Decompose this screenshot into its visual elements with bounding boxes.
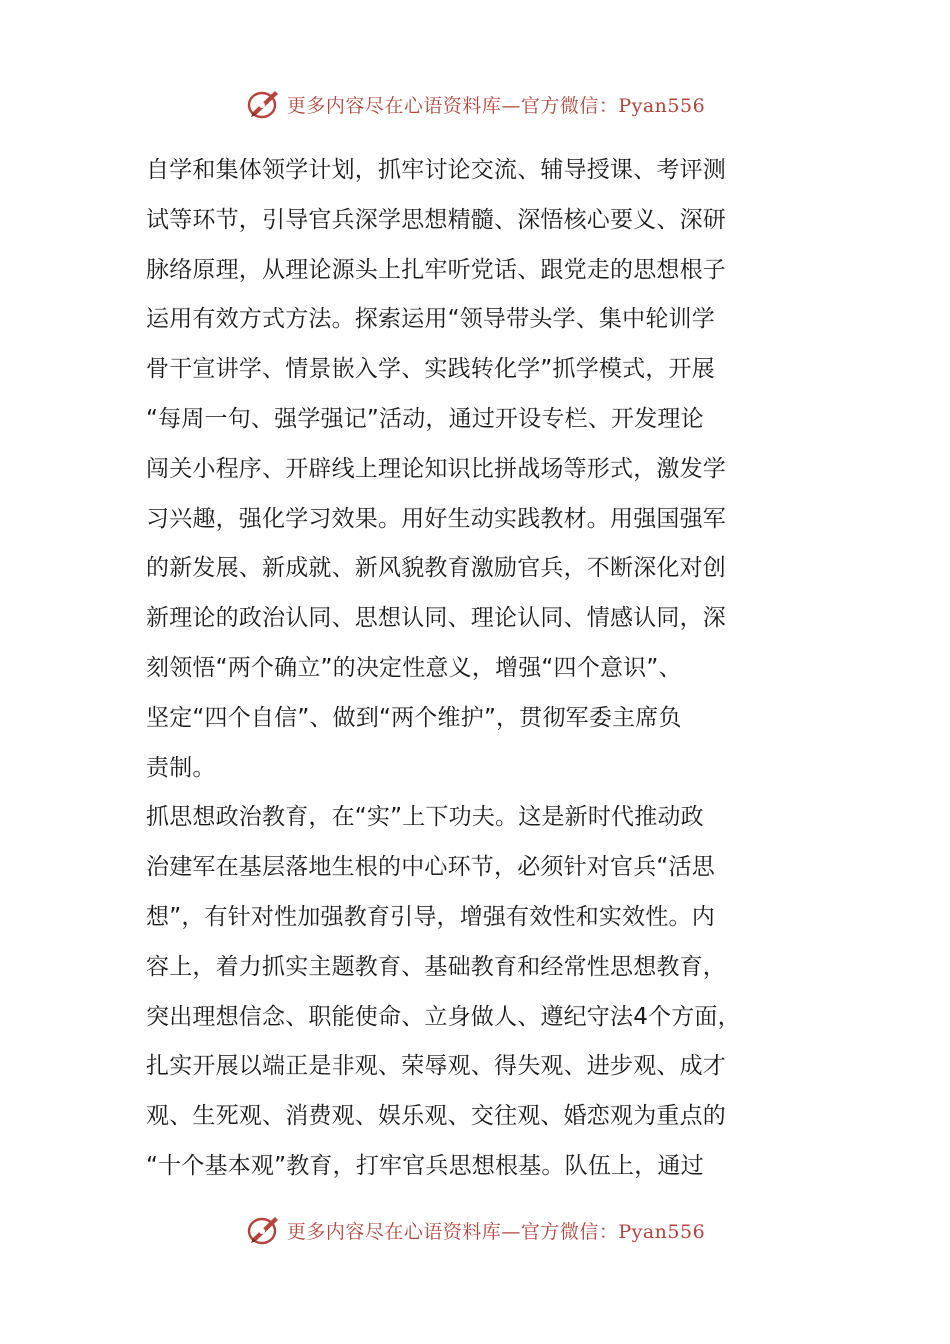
text-line: 坚定“四个自信”、做到“两个维护”，贯彻军委主席负 [146, 704, 682, 731]
text-line: 扎实开展以端正是非观、荣辱观、得失观、进步观、成才 [146, 1053, 726, 1080]
text-line: 脉络原理，从理论源头上扎牢听党话、跟党走的思想根子 [146, 256, 726, 283]
text-line: 治建军在基层落地生根的中心环节，必须针对官兵“活思 [146, 854, 715, 881]
text-line: 运用有效方式方法。探索运用“领导带头学、集中轮训学 [146, 306, 715, 333]
pen-in-circle-icon [245, 1211, 283, 1249]
text-line: “十个基本观”教育，打牢官兵思想根基。队伍上，通过 [146, 1152, 704, 1179]
text-line: 新理论的政治认同、思想认同、理论认同、情感认同，深 [146, 605, 726, 632]
text-line: 抓思想政治教育，在“实”上下功夫。这是新时代推动政 [146, 804, 704, 831]
text-line: 习兴趣，强化学习效果。用好生动实践教材。用强国强军 [146, 505, 726, 532]
text-line: 刻领悟“两个确立”的决定性意义，增强“四个意识”、 [146, 654, 682, 681]
header-watermark-banner [0, 84, 950, 124]
watermark-text: 更多内容尽在心语资料库—官方微信：Pyan556 [286, 94, 706, 117]
text-line: 自学和集体领学计划，抓牢讨论交流、辅导授课、考评测 [146, 157, 726, 183]
text-line: “每周一句、强学强记”活动，通过开设专栏、开发理论 [146, 405, 704, 432]
text-line: 想”，有针对性加强教育引导，增强有效性和实效性。内 [146, 903, 715, 930]
text-line: 容上，着力抓实主题教育、基础教育和经常性思想教育， [146, 953, 726, 980]
text-line: 的新发展、新成就、新风貌教育激励官兵，不断深化对创 [146, 555, 726, 582]
pen-in-circle-icon [245, 85, 283, 123]
text-line: 闯关小程序、开辟线上理论知识比拼战场等形式，激发学 [146, 455, 726, 482]
text-line: 观、生死观、消费观、娱乐观、交往观、婚恋观为重点的 [146, 1103, 726, 1130]
watermark-text: 更多内容尽在心语资料库—官方微信：Pyan556 [286, 1220, 706, 1243]
text-line: 试等环节，引导官兵深学思想精髓、深悟核心要义、深研 [146, 206, 726, 233]
text-line: 责制。 [146, 754, 216, 781]
footer-watermark-banner [0, 1210, 950, 1250]
document-body [146, 146, 806, 1192]
text-line: 骨干宣讲学、情景嵌入学、实践转化学”抓学模式，开展 [146, 356, 715, 383]
text-line: 突出理想信念、职能使命、立身做人、遵纪守法4个方面， [146, 1003, 741, 1030]
